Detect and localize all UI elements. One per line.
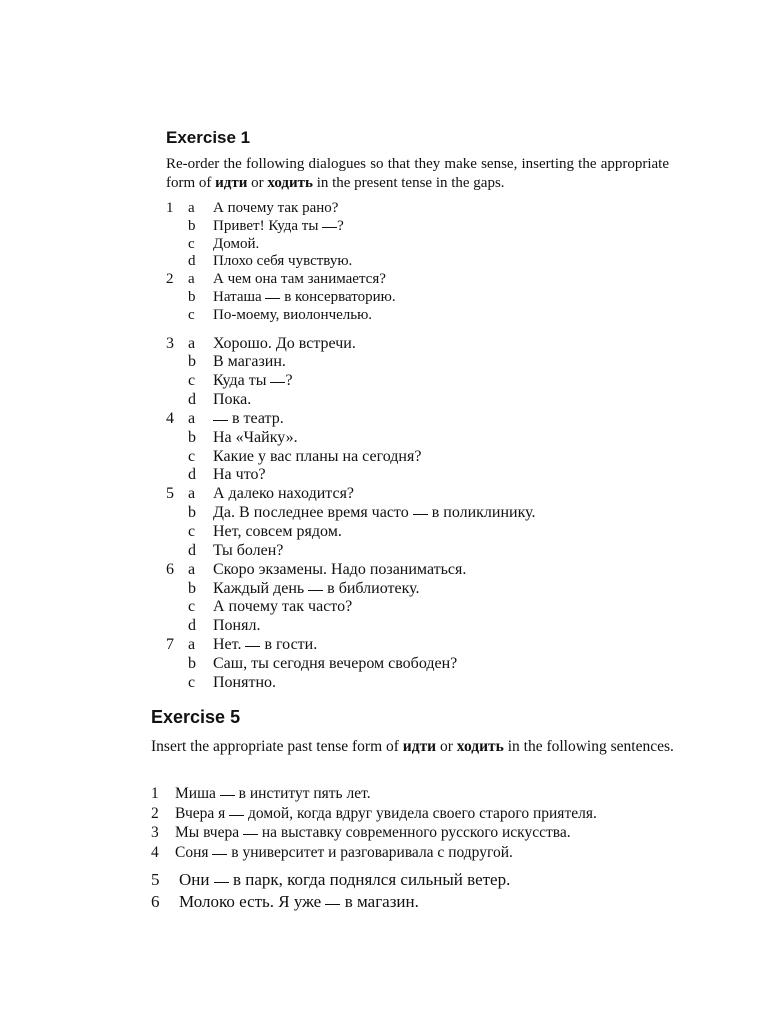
dialogue-line [166, 307, 686, 325]
line-text: На «Чайку». [213, 428, 298, 446]
line-content [213, 561, 466, 580]
sentence-content [175, 784, 371, 804]
line-content [213, 655, 457, 674]
sentence-item [151, 843, 691, 863]
line-content [213, 236, 259, 254]
line-letter: a [188, 560, 196, 578]
dialogue-line [166, 617, 686, 636]
line-letter: c [188, 598, 196, 616]
line-text: По-моему, виолончелью. [213, 306, 373, 323]
sentence-content [179, 869, 510, 891]
answer-blank [322, 226, 337, 228]
sentence-number: 5 [151, 870, 160, 889]
line-letter: a [188, 271, 195, 288]
sentence-item [151, 804, 691, 824]
line-text-before: Привет! Куда ты [213, 217, 323, 234]
exercise-5-sentences [151, 784, 691, 913]
line-letter: a [188, 334, 196, 352]
line-text: А почему так часто? [213, 598, 353, 616]
sentence-number: 3 [151, 824, 159, 841]
line-content [213, 674, 276, 693]
line-letter: b [188, 428, 196, 446]
line-text: Понял. [213, 617, 261, 635]
dialogue-line [166, 200, 686, 218]
line-content [213, 372, 293, 391]
line-letter: d [188, 253, 196, 270]
line-text: Понятно. [213, 673, 277, 691]
dialogue-number: 7 [166, 636, 174, 654]
line-content [213, 504, 536, 523]
answer-blank [413, 513, 428, 515]
line-letter: b [188, 353, 196, 371]
dialogue-line [166, 236, 686, 254]
line-text: Саш, ты сегодня вечером свободен? [213, 654, 458, 672]
sentence-content [175, 804, 597, 824]
line-content [213, 218, 344, 236]
line-letter: d [188, 617, 196, 635]
line-text: Пока. [213, 391, 252, 409]
line-text-after: ? [285, 372, 293, 390]
line-text-after: в библиотеку. [323, 579, 420, 597]
line-text: Плохо себя чувствую. [213, 253, 353, 270]
line-letter: b [188, 504, 196, 522]
dialogue-number: 6 [166, 560, 174, 578]
answer-blank [243, 833, 258, 835]
exercise-5-title: Exercise 5 [151, 707, 241, 727]
line-text-before: Молоко есть. Я уже [179, 892, 326, 911]
line-content [213, 253, 352, 271]
dialogue-line [166, 655, 686, 674]
line-text: Хорошо. До встречи. [213, 334, 356, 352]
line-text: На что? [213, 466, 266, 484]
dialogue-line [166, 485, 686, 504]
line-content [213, 429, 298, 448]
line-text-after: в институт пять лет. [234, 785, 371, 802]
line-text-after: в консерваторию. [280, 288, 396, 305]
line-letter: a [188, 485, 196, 503]
answer-blank [229, 814, 244, 816]
answer-blank [212, 853, 227, 855]
line-letter: c [188, 306, 195, 323]
line-letter: d [188, 541, 196, 559]
line-content [213, 289, 396, 307]
answer-blank [245, 645, 260, 647]
line-text-after: в парк, когда поднялся сильный ветер. [228, 870, 511, 889]
line-text-before: Соня [175, 843, 213, 861]
line-letter: b [188, 654, 196, 672]
line-content [213, 448, 421, 467]
line-text: Домой. [213, 235, 260, 252]
line-text-before: Каждый день [213, 579, 309, 597]
line-content [213, 410, 284, 429]
line-text-after: в университет и разговаривала с подругой. [227, 843, 513, 861]
line-content [213, 353, 286, 372]
dialogue-number: 2 [166, 271, 174, 288]
dialogue-line [166, 218, 686, 236]
dialogue-line [166, 410, 686, 429]
dialogue-line [166, 448, 686, 467]
line-text-before: Мы вчера [175, 824, 243, 841]
line-text: А почему так рано? [213, 200, 339, 216]
line-text: Какие у вас планы на сегодня? [213, 447, 422, 465]
line-letter: c [188, 447, 196, 465]
line-content [213, 466, 266, 485]
exercise-1-title: Exercise 1 [166, 128, 251, 147]
line-letter: b [188, 217, 196, 234]
line-text-after: в поликлинику. [427, 504, 536, 522]
line-content [213, 598, 352, 617]
dialogue-number: 5 [166, 485, 174, 503]
answer-blank [265, 297, 280, 299]
line-content [213, 523, 342, 542]
dialogue-line [166, 271, 686, 289]
line-letter: c [188, 372, 196, 390]
sentence-item [151, 891, 691, 913]
line-text-before: Да. В последнее время часто [213, 504, 413, 522]
sentence-item [151, 784, 691, 804]
dialogue-line [166, 523, 686, 542]
line-text-before: Нет. [213, 636, 246, 654]
line-content [213, 271, 386, 289]
dialogue-line [166, 372, 686, 391]
exercise-5-instruction: Insert the appropriate past tense form of идти or ходить in the following sentences. [151, 738, 674, 755]
dialogue-line [166, 353, 686, 372]
dialogue-line [166, 504, 686, 523]
line-letter: c [188, 523, 196, 541]
sentence-content [175, 823, 571, 843]
line-text: А далеко находится? [213, 485, 355, 503]
line-letter: b [188, 579, 196, 597]
line-text-after: ? [337, 217, 344, 234]
sentence-number: 4 [151, 843, 159, 861]
line-content [213, 200, 338, 218]
sentence-item [151, 823, 691, 843]
line-text: В магазин. [213, 353, 286, 371]
dialogue-line [166, 598, 686, 617]
dialogue-line [166, 580, 686, 599]
line-text: Скоро экзамены. Надо позаниматься. [213, 560, 467, 578]
dialogue-line [166, 289, 686, 307]
sentence-content [179, 891, 419, 913]
dialogue-line [166, 391, 686, 410]
line-text-before: Миша [175, 785, 220, 802]
line-letter: c [188, 235, 195, 252]
answer-blank [214, 881, 229, 883]
dialogue-number: 1 [166, 200, 174, 216]
line-content [213, 580, 420, 599]
answer-blank [213, 419, 228, 421]
answer-blank [308, 589, 323, 591]
sentence-number: 2 [151, 804, 159, 822]
dialogue-line [166, 466, 686, 485]
line-text: А чем она там занимается? [213, 271, 386, 288]
dialogue-line [166, 429, 686, 448]
answer-blank [270, 381, 285, 383]
line-letter: a [188, 200, 195, 216]
line-text-after: в театр. [228, 409, 284, 427]
dialogue-line [166, 636, 686, 655]
dialogue-line [166, 674, 686, 693]
line-letter: c [188, 673, 196, 691]
line-content [213, 542, 283, 561]
sentence-content [175, 843, 513, 863]
dialogue-line [166, 542, 686, 561]
sentence-number: 6 [151, 892, 160, 911]
dialogue-number: 3 [166, 334, 174, 352]
line-text-after: домой, когда вдруг увидела своего старого приятеля. [244, 804, 597, 822]
line-text-after: в магазин. [340, 892, 419, 911]
line-letter: a [188, 409, 196, 427]
line-content [213, 307, 372, 325]
line-content [213, 636, 317, 655]
dialogue-line [166, 335, 686, 354]
sentence-number: 1 [151, 785, 159, 802]
line-content [213, 485, 354, 504]
line-text-after: на выставку современного русского искусства. [257, 824, 571, 841]
line-text-before: Они [179, 870, 214, 889]
line-text-before: Вчера я [175, 804, 230, 822]
answer-blank [220, 794, 235, 796]
line-letter: b [188, 288, 196, 305]
line-letter: d [188, 391, 196, 409]
line-text-before: Наташа [213, 288, 266, 305]
line-text-before: Куда ты [213, 372, 271, 390]
line-content [213, 335, 356, 354]
dialogue-line [166, 561, 686, 580]
exercise-1-instruction: Re-order the following dialogues so that they make sense, inserting the appropriate form of идти or ходить in the present tense in the gaps. [166, 156, 669, 191]
line-letter: d [188, 466, 196, 484]
dialogue-number: 4 [166, 409, 174, 427]
dialogue-line [166, 253, 686, 271]
answer-blank [325, 903, 340, 905]
line-text: Нет, совсем рядом. [213, 523, 342, 541]
line-letter: a [188, 636, 196, 654]
line-text: Ты болен? [213, 541, 284, 559]
sentence-item [151, 869, 691, 891]
exercise-1-dialogues [166, 200, 686, 693]
line-content [213, 617, 260, 636]
line-text-after: в гости. [260, 636, 318, 654]
line-content [213, 391, 251, 410]
